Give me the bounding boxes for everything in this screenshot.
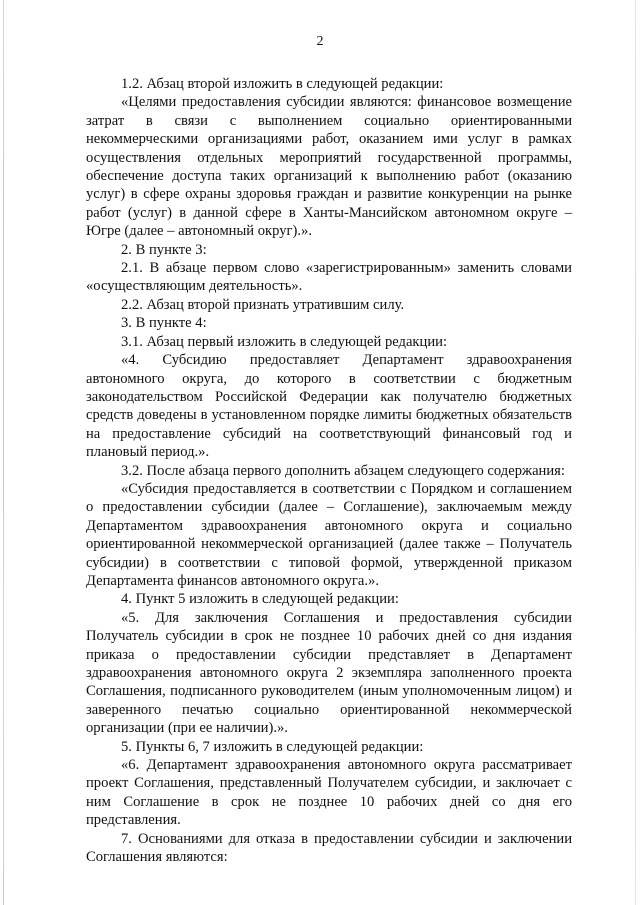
document-body bbox=[86, 75, 572, 866]
paragraph-4: 4. Пункт 5 изложить в следующей редакции: bbox=[121, 591, 399, 608]
paragraph-2-1: 2.1. В абзаце первом слово «зарегистрированным» заменить словами «осуществляющим деятельность». bbox=[86, 260, 572, 295]
paragraph-3: 3. В пункте 4: bbox=[121, 315, 207, 332]
paragraph-7: 7. Основаниями для отказа в предоставлении субсидии и заключении Соглашения являются: bbox=[86, 830, 572, 866]
paragraph-3-1: 3.1. Абзац первый изложить в следующей редакции: bbox=[121, 333, 448, 350]
paragraph-5: 5. Пункты 6, 7 изложить в следующей редакции: bbox=[121, 738, 424, 755]
paragraph-goals-quote: «Целями предоставления субсидии являются: финансовое возмещение затрат в связи с выполнением социально ориентированными некоммерческими организациями работ, оказанием ими услуг в рамках осуществления отдельных мероприятий государственной программы, обеспечение доступа таких организаций к выполнению работ (оказанию услуг) в сфере охраны здоровья граждан и развитие конкуренции на рынке работ (услуг) в данной сфере в Ханты-Мансийском автономном округе – Югре (далее – автономный округ).». bbox=[86, 94, 572, 240]
scan-edge-right bbox=[635, 0, 636, 905]
paragraph-3-2: 3.2. После абзаца первого дополнить абзацем следующего содержания: bbox=[121, 462, 565, 479]
paragraph-subsidy-quote: «Субсидия предоставляется в соответствии с Порядком и соглашением о предоставлении субсидии (далее – Соглашение), заключаемым между Департаментом здравоохранения автономного округа и социально ориентированной некоммерческой организацией (далее также – Получатель субсидии) в соответствии с типовой формой, утвержденной приказом Департамента финансов автономного округа.». bbox=[86, 480, 572, 589]
paragraph-4-quote: «4. Субсидию предоставляет Департамент здравоохранения автономного округа, до которого в соответствии с бюджетным законодательством Российской Федерации как получателю бюджетных средств доведены в установленном порядке лимиты бюджетных обязательств на предоставление субсидий на соответствующий финансовый год и плановый период.». bbox=[86, 352, 572, 461]
paragraph-2-2: 2.2. Абзац второй признать утратившим силу. bbox=[121, 296, 405, 313]
scan-edge-left bbox=[3, 0, 4, 905]
paragraph-1-2: 1.2. Абзац второй изложить в следующей редакции: bbox=[121, 76, 444, 92]
paragraph-2: 2. В пункте 3: bbox=[121, 241, 207, 258]
paragraph-6-quote: «6. Департамент здравоохранения автономного округа рассматривает проект Соглашения, представленный Получателем субсидии, и заключает с ним Соглашение в срок не позднее 10 рабочих дней со дня его представления. bbox=[86, 757, 572, 829]
paragraph-5-quote: «5. Для заключения Соглашения и предоставления субсидии Получатель субсидии в срок не позднее 10 рабочих дней со дня издания приказа о предоставлении субсидии представляет в Департамент здравоохранения автономного округа 2 экземпляра заполненного проекта Соглашения, подписанного руководителем (иным уполномоченным лицом) и заверенного печатью социально ориентированной некоммерческой организации (при ее наличии).». bbox=[86, 609, 572, 737]
page-number: 2 bbox=[316, 34, 324, 49]
